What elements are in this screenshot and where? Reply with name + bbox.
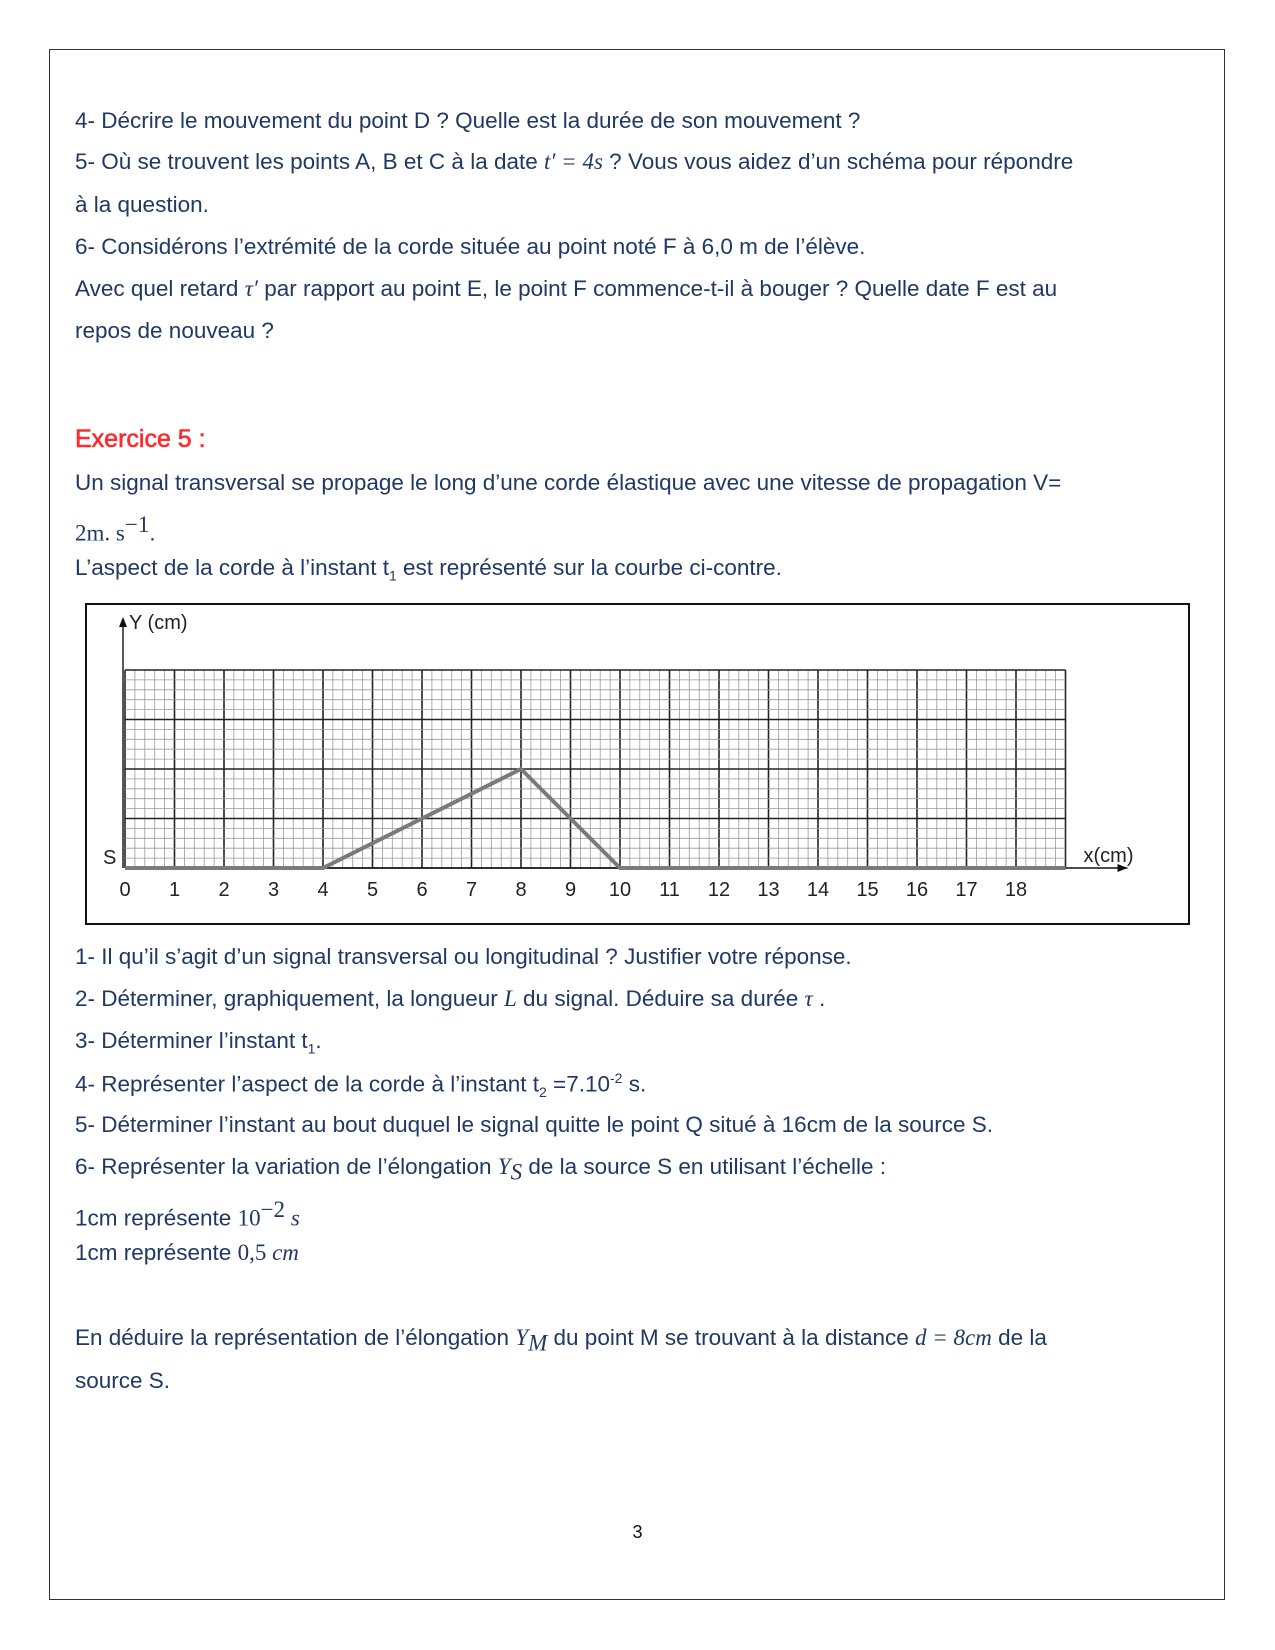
x-tick-label: 11: [659, 879, 680, 901]
x-tick-label: 9: [564, 879, 577, 901]
y-axis-label: Y (cm): [129, 612, 188, 634]
question-1: 1- Il qu’il s’agit d’un signal transversal ou longitudinal ? Justifier votre réponse.: [75, 944, 852, 969]
scale-elongation: 1cm représente 0,5 cm: [75, 1240, 299, 1265]
x-tick-label: 16: [905, 879, 929, 901]
origin-label-s: S: [103, 847, 117, 869]
x-tick-label: 13: [757, 879, 780, 901]
final-question: En déduire la représentation de l’élongation $Y_M$ du point M se trouvant à la distance d = 8cm de la: [75, 1325, 1047, 1356]
question-4-prev: 4- Décrire le mouvement du point D ? Quelle est la durée de son mouvement ?: [75, 108, 861, 133]
y-axis-arrow: [119, 617, 127, 627]
chart-box: [85, 603, 1190, 925]
x-tick-label: 12: [707, 879, 731, 901]
question-4: 4- Représenter l’aspect de la corde à l’instant $t_2 =7.10^{-2}$ s.: [75, 1070, 647, 1100]
x-axis-label: x(cm): [1083, 845, 1134, 867]
exercise-title: Exercice 5 :: [75, 425, 206, 453]
x-tick-label: 2: [218, 879, 230, 901]
x-tick-label: 0: [119, 879, 131, 901]
x-tick-label: 4: [317, 879, 329, 901]
x-tick-label: 7: [465, 879, 478, 901]
page-number: 3: [632, 1522, 643, 1542]
question-2: 2- Déterminer, graphiquement, la longueur L du signal. Déduire sa durée τ .: [75, 986, 826, 1011]
x-tick-label: 8: [515, 879, 527, 901]
question-5: 5- Déterminer l’instant au bout duquel le signal quitte le point Q situé à 16cm de la source S.: [75, 1112, 994, 1137]
exercise-intro-2: 2m. $s^{-1}$.: [75, 512, 156, 546]
x-tick-label: 10: [608, 879, 632, 901]
x-tick-label: 15: [856, 879, 879, 901]
question-6: 6- Représenter la variation de l’élongation $Y_S$ de la source S en utilisant l’échelle :: [75, 1154, 887, 1185]
question-6-prev-b: Avec quel retard τ′ par rapport au point E, le point F commence-t-il à bouger ? Quelle date F est au: [75, 276, 1058, 301]
x-tick-label: 17: [955, 879, 978, 901]
math-tau-prime: τ′: [244, 276, 258, 301]
elongation-chart: [87, 605, 1188, 923]
question-6-prev: 6- Considérons l’extrémité de la corde située au point noté F à 6,0 m de l’élève.: [75, 234, 866, 259]
final-question-cont: source S.: [75, 1368, 171, 1393]
x-tick-label: 3: [267, 879, 280, 901]
scale-time: 1cm représente $10^{-2}$ s: [75, 1197, 300, 1231]
exercise-intro-3: L’aspect de la corde à l’instant $t_1$ est représenté sur la courbe ci-contre.: [75, 555, 782, 584]
exercise-intro-1: Un signal transversal se propage le long d’une corde élastique avec une vitesse de propagation V=: [75, 470, 1062, 495]
x-tick-label: 6: [416, 879, 428, 901]
question-3: 3- Déterminer l’instant $t_1$.: [75, 1028, 322, 1057]
question-5-prev-cont: à la question.: [75, 192, 209, 217]
x-tick-label: 14: [806, 879, 830, 901]
question-5-prev: 5- Où se trouvent les points A, B et C à la date t′ = 4s ? Vous vous aidez d’un schéma pour répondre: [75, 149, 1074, 174]
x-tick-label: 5: [366, 879, 379, 901]
x-tick-label: 18: [1004, 879, 1028, 901]
math-date: t′ = 4s: [544, 149, 603, 174]
question-6-prev-c: repos de nouveau ?: [75, 318, 274, 343]
x-tick-label: 1: [168, 879, 181, 901]
